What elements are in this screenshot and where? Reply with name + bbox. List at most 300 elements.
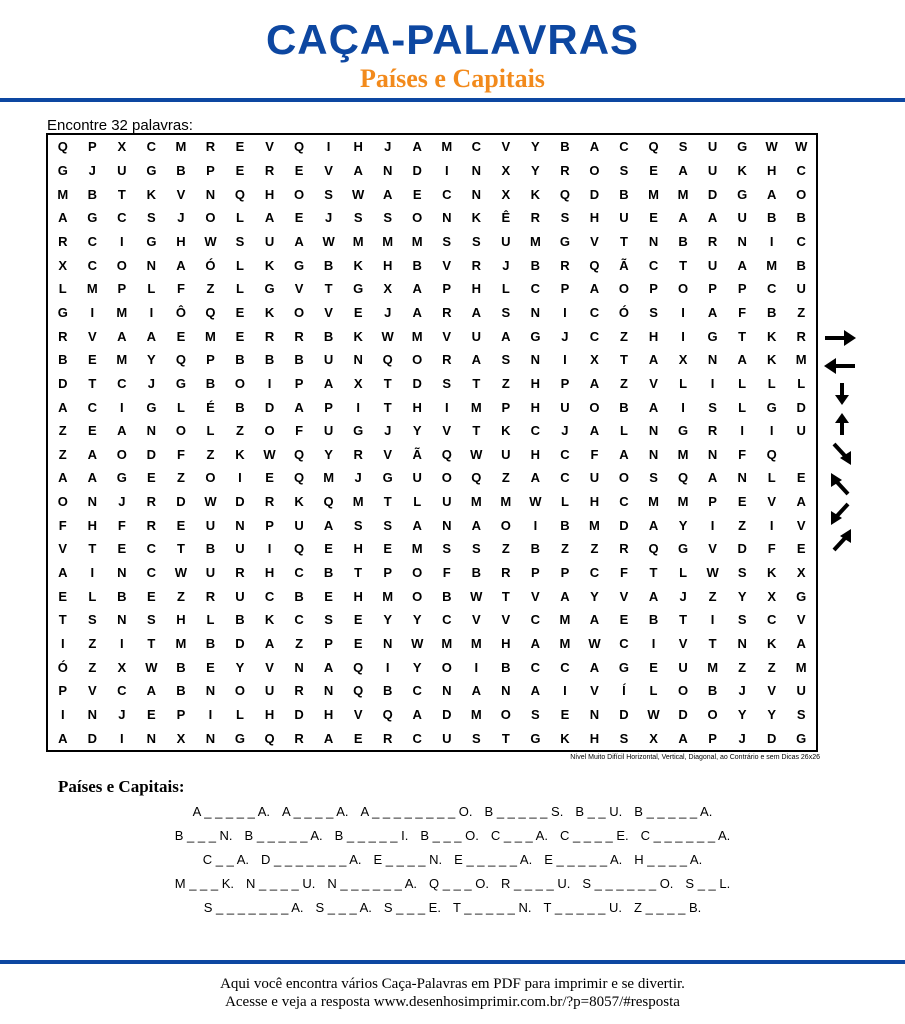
grid-letter: E bbox=[235, 139, 245, 155]
grid-letter: O bbox=[500, 517, 511, 533]
grid-letter: U bbox=[205, 565, 216, 581]
grid-letter: P bbox=[176, 707, 186, 723]
grid-letter: K bbox=[530, 186, 541, 202]
grid-letter: E bbox=[619, 612, 629, 628]
grid-letter: F bbox=[590, 446, 599, 462]
grid-letter: Q bbox=[234, 186, 246, 202]
grid-letter: M bbox=[589, 517, 600, 533]
grid-letter: A bbox=[87, 470, 97, 486]
grid-letter: Z bbox=[206, 446, 215, 462]
grid-letter: O bbox=[294, 304, 305, 320]
clues-list bbox=[0, 800, 905, 920]
grid-letter: S bbox=[324, 612, 333, 628]
grid-letter: V bbox=[442, 328, 452, 344]
grid-letter: F bbox=[767, 541, 776, 557]
grid-letter: P bbox=[708, 494, 717, 510]
grid-letter: Y bbox=[235, 659, 245, 675]
grid-letter: F bbox=[738, 304, 747, 320]
grid-letter: A bbox=[176, 257, 186, 273]
grid-letter: N bbox=[353, 352, 363, 368]
grid-letter: H bbox=[264, 186, 275, 202]
grid-letter: T bbox=[147, 636, 156, 652]
grid-letter: A bbox=[58, 399, 68, 415]
grid-letter: G bbox=[175, 375, 186, 391]
grid-letter: Z bbox=[501, 541, 510, 557]
grid-letter: Q bbox=[678, 470, 689, 486]
grid-letter: V bbox=[353, 707, 363, 723]
grid-letter: D bbox=[589, 186, 600, 202]
grid-letter: E bbox=[412, 186, 422, 202]
clue-item: S _ _ _ _ _ _ O. bbox=[582, 876, 674, 891]
grid-letter: C bbox=[294, 612, 304, 628]
grid-letter: A bbox=[87, 446, 97, 462]
clue-item: T _ _ _ _ _ N. bbox=[452, 900, 532, 915]
grid-letter: R bbox=[442, 352, 452, 368]
grid-letter: A bbox=[117, 328, 127, 344]
grid-letter: S bbox=[442, 375, 452, 391]
grid-letter: I bbox=[533, 517, 538, 533]
grid-letter: A bbox=[589, 139, 600, 155]
grid-letter: S bbox=[324, 186, 333, 202]
grid-letter: G bbox=[678, 423, 689, 439]
grid-letter: Ó bbox=[57, 659, 68, 675]
grid-letter: B bbox=[766, 210, 777, 226]
grid-letter: T bbox=[383, 399, 392, 415]
clue-item: E _ _ _ _ _ A. bbox=[454, 852, 533, 867]
grid-letter: B bbox=[205, 375, 216, 391]
grid-letter: E bbox=[324, 541, 333, 557]
grid-letter: V bbox=[87, 683, 97, 699]
grid-letter: N bbox=[737, 470, 747, 486]
grid-letter: X bbox=[353, 375, 363, 391]
grid-letter: C bbox=[796, 233, 806, 249]
grid-letter: Z bbox=[590, 541, 599, 557]
grid-letter: M bbox=[677, 186, 689, 202]
grid-letter: Ê bbox=[501, 210, 511, 226]
grid-letter: O bbox=[57, 494, 68, 510]
grid-letter: Q bbox=[441, 446, 452, 462]
grid-letter: L bbox=[413, 494, 422, 510]
grid-letter: G bbox=[530, 328, 541, 344]
grid-letter: V bbox=[678, 636, 688, 652]
grid-letter: U bbox=[560, 399, 570, 415]
grid-letter: P bbox=[87, 139, 97, 155]
grid-letter: A bbox=[530, 683, 541, 699]
arrow-up-right-icon bbox=[822, 528, 858, 552]
grid-letter: L bbox=[236, 281, 244, 297]
grid-letter: D bbox=[412, 375, 422, 391]
grid-letter: R bbox=[294, 328, 304, 344]
grid-letter: M bbox=[559, 636, 571, 652]
grid-letter: U bbox=[412, 470, 422, 486]
grid-letter: M bbox=[323, 470, 335, 486]
grid-letter: R bbox=[707, 233, 718, 249]
grid-letter: E bbox=[560, 707, 570, 723]
grid-letter: M bbox=[116, 352, 128, 368]
grid-letter: M bbox=[766, 257, 778, 273]
grid-letter: N bbox=[471, 186, 481, 202]
grid-letter: L bbox=[88, 588, 97, 604]
grid-letter: A bbox=[501, 328, 511, 344]
grid-letter: G bbox=[353, 423, 364, 439]
grid-letter: U bbox=[501, 233, 511, 249]
grid-letter: J bbox=[384, 139, 392, 155]
grid-letter: A bbox=[737, 352, 747, 368]
grid-letter: U bbox=[707, 162, 718, 178]
grid-letter: M bbox=[470, 707, 482, 723]
grid-letter: T bbox=[738, 328, 747, 344]
grid-letter: U bbox=[117, 162, 127, 178]
grid-letter: X bbox=[796, 565, 806, 581]
grid-letter: R bbox=[442, 304, 452, 320]
grid-letter: T bbox=[708, 636, 717, 652]
clue-item: Q _ _ _ O. bbox=[429, 876, 489, 891]
grid-letter: B bbox=[117, 588, 127, 604]
grid-letter: W bbox=[381, 328, 394, 344]
grid-letter: O bbox=[707, 707, 718, 723]
grid-letter: N bbox=[382, 636, 393, 652]
grid-letter: E bbox=[649, 162, 658, 178]
grid-letter: A bbox=[353, 162, 363, 178]
grid-letter: B bbox=[707, 683, 718, 699]
grid-letter: Z bbox=[560, 541, 569, 557]
grid-letter: Y bbox=[678, 517, 688, 533]
grid-letter: S bbox=[560, 210, 570, 226]
grid-letter: B bbox=[323, 257, 334, 273]
grid-letter: E bbox=[796, 470, 806, 486]
grid-letter: A bbox=[58, 470, 68, 486]
grid-letter: M bbox=[470, 399, 482, 415]
grid-letter: Z bbox=[295, 636, 304, 652]
arrow-down-icon bbox=[822, 382, 858, 406]
grid-letter: S bbox=[737, 565, 747, 581]
grid-letter: L bbox=[679, 565, 688, 581]
grid-letter: C bbox=[146, 139, 157, 155]
grid-letter: B bbox=[530, 257, 541, 273]
grid-letter: A bbox=[264, 210, 275, 226]
grid-letter: O bbox=[441, 659, 452, 675]
grid-letter: Í bbox=[622, 683, 626, 699]
grid-letter: Q bbox=[471, 470, 482, 486]
grid-letter: J bbox=[561, 423, 569, 439]
grid-letter: C bbox=[294, 565, 304, 581]
grid-letter: E bbox=[235, 328, 245, 344]
grid-letter: V bbox=[176, 186, 186, 202]
grid-letter: C bbox=[619, 636, 629, 652]
grid-letter: J bbox=[738, 683, 746, 699]
arrow-up-left-icon bbox=[822, 472, 858, 496]
grid-letter: K bbox=[766, 636, 777, 652]
grid-letter: M bbox=[175, 139, 187, 155]
grid-letter: Q bbox=[353, 683, 364, 699]
grid-letter: T bbox=[117, 186, 126, 202]
grid-letter: X bbox=[383, 281, 393, 297]
grid-letter: P bbox=[531, 565, 540, 581]
grid-letter: L bbox=[767, 375, 776, 391]
grid-letter: E bbox=[265, 470, 274, 486]
grid-letter: U bbox=[796, 281, 806, 297]
grid-letter: W bbox=[588, 636, 601, 652]
grid-letter: U bbox=[471, 328, 481, 344]
grid-letter: M bbox=[352, 233, 364, 249]
grid-letter: B bbox=[382, 683, 393, 699]
grid-letter: D bbox=[796, 399, 806, 415]
grid-letter: K bbox=[766, 352, 777, 368]
grid-letter: C bbox=[766, 281, 777, 297]
grid-letter: H bbox=[176, 233, 186, 249]
grid-letter: Ã bbox=[412, 446, 422, 462]
grid-letter: W bbox=[145, 659, 158, 675]
clues-heading: Países e Capitais: bbox=[58, 777, 185, 796]
grid-letter: Q bbox=[323, 494, 334, 510]
grid-letter: E bbox=[117, 541, 127, 557]
clue-item: S _ _ L. bbox=[685, 876, 731, 891]
grid-letter: V bbox=[501, 612, 511, 628]
grid-letter: K bbox=[766, 328, 777, 344]
grid-letter: B bbox=[235, 352, 245, 368]
grid-letter: N bbox=[648, 423, 659, 439]
grid-letter: H bbox=[323, 707, 334, 723]
grid-letter: R bbox=[205, 139, 216, 155]
grid-letter: G bbox=[796, 730, 807, 746]
grid-letter: S bbox=[147, 612, 156, 628]
grid-letter: U bbox=[737, 210, 747, 226]
grid-letter: R bbox=[146, 517, 157, 533]
grid-letter: V bbox=[649, 375, 658, 391]
grid-letter: Q bbox=[766, 446, 777, 462]
grid-letter: A bbox=[648, 399, 659, 415]
grid-letter: N bbox=[737, 636, 747, 652]
grid-letter: Z bbox=[176, 470, 185, 486]
grid-letter: F bbox=[620, 565, 628, 581]
grid-letter: K bbox=[353, 257, 363, 273]
grid-letter: A bbox=[264, 636, 275, 652]
grid-letter: Q bbox=[648, 541, 659, 557]
grid-letter: S bbox=[147, 210, 156, 226]
grid-letter: K bbox=[471, 210, 481, 226]
clue-item: B _ _ _ _ _ A. bbox=[634, 804, 713, 819]
grid-letter: A bbox=[707, 470, 718, 486]
grid-letter: J bbox=[88, 162, 96, 178]
clue-item: H _ _ _ _ A. bbox=[634, 852, 703, 867]
grid-letter: M bbox=[648, 186, 659, 202]
grid-letter: V bbox=[58, 541, 68, 557]
grid-letter: D bbox=[235, 636, 245, 652]
grid-letter: Z bbox=[738, 517, 747, 533]
grid-letter: G bbox=[530, 730, 541, 746]
grid-letter: U bbox=[619, 210, 629, 226]
grid-letter: D bbox=[146, 446, 157, 462]
grid-letter: Z bbox=[58, 446, 67, 462]
grid-letter: W bbox=[322, 233, 335, 249]
grid-letter: V bbox=[708, 541, 717, 557]
grid-letter: I bbox=[444, 162, 449, 178]
grid-letter: O bbox=[234, 375, 246, 391]
grid-letter: V bbox=[442, 257, 452, 273]
grid-letter: X bbox=[117, 659, 127, 675]
grid-letter: B bbox=[176, 162, 186, 178]
grid-letter: N bbox=[501, 683, 511, 699]
grid-letter: G bbox=[559, 233, 570, 249]
grid-letter: H bbox=[382, 257, 393, 273]
grid-letter: H bbox=[264, 707, 275, 723]
grid-letter: I bbox=[710, 517, 715, 533]
clue-item: E _ _ _ _ _ A. bbox=[544, 852, 623, 867]
grid-letter: Z bbox=[58, 423, 67, 439]
grid-letter: G bbox=[618, 659, 630, 675]
grid-letter: B bbox=[796, 257, 806, 273]
grid-letter: A bbox=[589, 423, 600, 439]
grid-letter: M bbox=[57, 186, 69, 202]
clue-row bbox=[0, 872, 905, 896]
grid-letter: S bbox=[353, 517, 363, 533]
grid-letter: N bbox=[117, 565, 127, 581]
grid-letter: Z bbox=[88, 659, 97, 675]
grid-letter: T bbox=[679, 612, 688, 628]
grid-letter: Y bbox=[767, 707, 777, 723]
grid-letter: Q bbox=[205, 304, 216, 320]
grid-letter: V bbox=[590, 683, 599, 699]
grid-letter: Q bbox=[648, 139, 659, 155]
grid-letter: U bbox=[501, 446, 511, 462]
grid-letter: B bbox=[648, 612, 659, 628]
grid-letter: E bbox=[353, 612, 363, 628]
footer-line-1: Aqui você encontra vários Caça-Palavras em PDF para imprimir e se divertir. bbox=[220, 976, 685, 992]
grid-letter: H bbox=[87, 517, 97, 533]
grid-letter: X bbox=[501, 186, 511, 202]
grid-letter: W bbox=[765, 139, 778, 155]
grid-letter: J bbox=[118, 707, 126, 723]
grid-letter: B bbox=[87, 186, 97, 202]
clue-item: C _ _ _ _ _ _ A. bbox=[640, 828, 731, 843]
grid-letter: A bbox=[648, 352, 659, 368]
grid-letter: Ó bbox=[618, 304, 630, 320]
grid-letter: U bbox=[235, 541, 245, 557]
grid-letter: R bbox=[796, 328, 806, 344]
grid-letter: N bbox=[737, 233, 747, 249]
grid-letter: M bbox=[86, 281, 98, 297]
grid-letter: F bbox=[738, 446, 747, 462]
clue-row bbox=[0, 824, 905, 848]
grid-letter: N bbox=[442, 517, 452, 533]
grid-letter: D bbox=[412, 162, 422, 178]
grid-letter: Z bbox=[236, 423, 244, 439]
grid-letter: A bbox=[796, 636, 806, 652]
grid-letter: S bbox=[383, 517, 393, 533]
grid-letter: E bbox=[235, 304, 245, 320]
grid-letter: A bbox=[766, 186, 777, 202]
clue-item: C _ _ A. bbox=[202, 852, 250, 867]
grid-letter: I bbox=[120, 399, 124, 415]
grid-letter: H bbox=[412, 399, 422, 415]
grid-letter: U bbox=[442, 730, 452, 746]
grid-letter: L bbox=[147, 281, 156, 297]
grid-letter: M bbox=[470, 636, 482, 652]
grid-letter: D bbox=[294, 707, 304, 723]
grid-letter: G bbox=[766, 399, 777, 415]
grid-letter: X bbox=[590, 352, 599, 368]
grid-letter: W bbox=[795, 139, 808, 155]
grid-letter: O bbox=[205, 470, 216, 486]
grid-letter: N bbox=[323, 683, 334, 699]
grid-letter: F bbox=[117, 517, 126, 533]
grid-letter: P bbox=[206, 162, 215, 178]
grid-letter: B bbox=[205, 541, 216, 557]
grid-letter: I bbox=[651, 636, 656, 652]
grid-letter: O bbox=[796, 186, 807, 202]
grid-letter: A bbox=[58, 210, 68, 226]
grid-letter: C bbox=[796, 162, 806, 178]
grid-letter: V bbox=[531, 588, 540, 604]
grid-letter: S bbox=[87, 612, 97, 628]
grid-letter: O bbox=[618, 470, 630, 486]
grid-letter: V bbox=[87, 328, 97, 344]
grid-letter: B bbox=[678, 233, 688, 249]
grid-letter: U bbox=[323, 352, 334, 368]
grid-letter: M bbox=[441, 636, 453, 652]
grid-letter: L bbox=[236, 257, 244, 273]
grid-letter: Y bbox=[383, 612, 393, 628]
grid-letter: G bbox=[737, 139, 748, 155]
grid-letter: H bbox=[353, 139, 363, 155]
grid-letter: N bbox=[205, 730, 216, 746]
grid-letter: O bbox=[116, 446, 127, 462]
page-subtitle: Países e Capitais bbox=[360, 64, 545, 93]
grid-letter: M bbox=[559, 612, 571, 628]
grid-letter: C bbox=[442, 186, 452, 202]
grid-letter: A bbox=[648, 517, 659, 533]
grid-letter: T bbox=[324, 281, 333, 297]
grid-letter: I bbox=[563, 304, 567, 320]
grid-letter: D bbox=[58, 375, 68, 391]
page-title: CAÇA-PALAVRAS bbox=[265, 16, 640, 63]
grid-letter: N bbox=[442, 683, 452, 699]
grid-letter: N bbox=[648, 446, 659, 462]
grid-letter: A bbox=[589, 659, 600, 675]
grid-letter: F bbox=[295, 423, 304, 439]
grid-letter: U bbox=[264, 233, 275, 249]
grid-letter: G bbox=[707, 328, 718, 344]
clue-item: A _ _ _ _ A. bbox=[282, 804, 349, 819]
grid-letter: R bbox=[382, 730, 393, 746]
grid-letter: L bbox=[738, 399, 747, 415]
grid-letter: H bbox=[589, 494, 600, 510]
grid-letter: I bbox=[681, 399, 685, 415]
grid-letter: C bbox=[589, 304, 600, 320]
grid-letter: L bbox=[797, 375, 806, 391]
grid-letter: C bbox=[560, 659, 570, 675]
grid-letter: P bbox=[649, 281, 658, 297]
grid-letter: M bbox=[411, 233, 423, 249]
grid-letter: K bbox=[560, 730, 570, 746]
grid-letter: É bbox=[206, 399, 215, 415]
grid-letter: V bbox=[324, 162, 333, 178]
grid-letter: A bbox=[471, 304, 481, 320]
grid-letter: S bbox=[353, 210, 363, 226]
grid-letter: S bbox=[383, 210, 393, 226]
grid-letter: W bbox=[529, 494, 542, 510]
grid-letter: P bbox=[324, 399, 333, 415]
grid-letter: H bbox=[648, 328, 659, 344]
clue-item: Z _ _ _ _ B. bbox=[634, 900, 702, 915]
level-note: Nível Muito Difícil Horizontal, Vertical, Diagonal, ao Contrário e sem Dicas 26x26 bbox=[570, 754, 820, 761]
grid-letter: R bbox=[58, 328, 68, 344]
clue-item: M _ _ _ K. bbox=[174, 876, 234, 891]
grid-letter: C bbox=[146, 565, 157, 581]
grid-letter: P bbox=[560, 281, 570, 297]
grid-letter: E bbox=[58, 588, 68, 604]
grid-letter: V bbox=[796, 612, 806, 628]
